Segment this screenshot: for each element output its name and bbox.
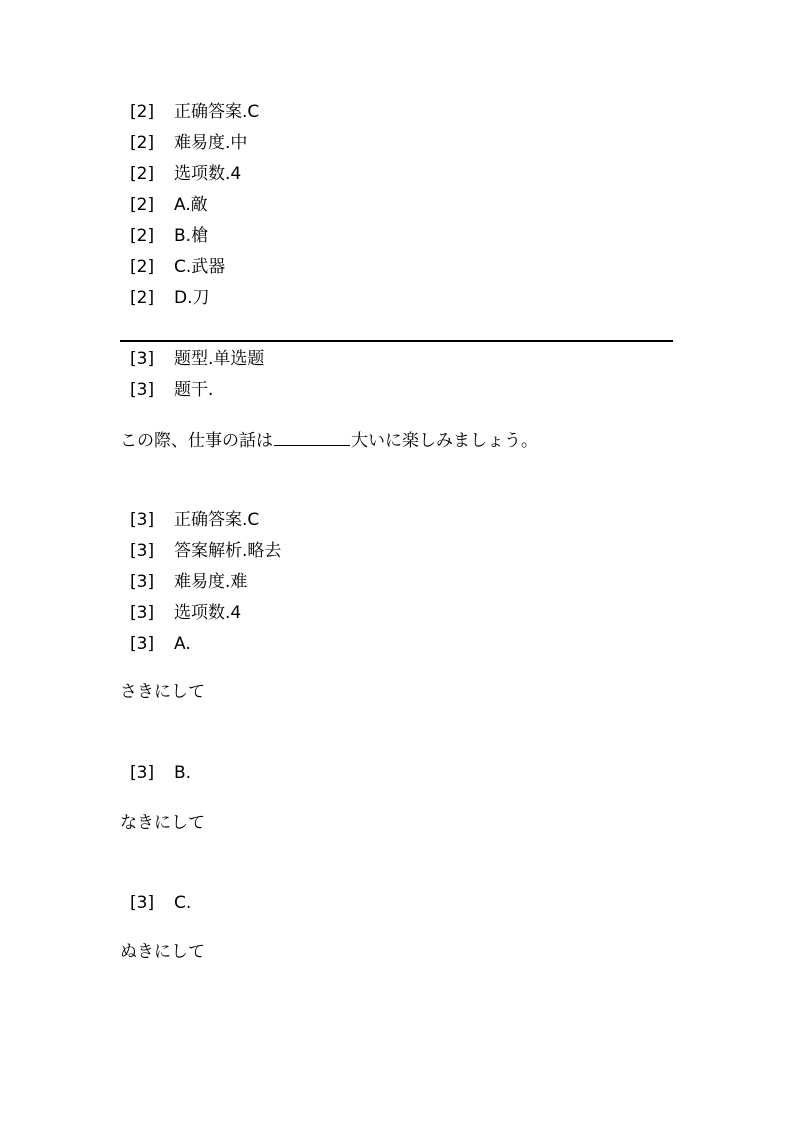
question-number: [3] — [130, 541, 155, 561]
question-number: [2] — [130, 257, 155, 277]
q2-difficulty-row — [130, 131, 247, 155]
q3-answer-row — [130, 508, 259, 532]
q3-stem-label-row — [130, 378, 213, 402]
option-count: 选项数.4 — [174, 603, 242, 623]
question-number: [2] — [130, 164, 155, 184]
question-number: [2] — [130, 133, 155, 153]
question-number: [3] — [130, 349, 155, 369]
correct-answer: 正确答案.C — [174, 102, 260, 122]
q2-option-count-row — [130, 162, 241, 186]
q3-option-a-row — [130, 632, 191, 656]
option-c-text: ぬきにして — [120, 942, 205, 962]
question-number: [3] — [130, 603, 155, 623]
q3-explanation-row — [130, 539, 281, 563]
question-number: [3] — [130, 510, 155, 530]
option-b-text: なきにして — [120, 813, 205, 833]
question-number: [2] — [130, 226, 155, 246]
correct-answer: 正确答案.C — [174, 510, 260, 530]
q2-option-d-row — [130, 286, 210, 310]
difficulty: 难易度.中 — [174, 133, 248, 153]
option-c-label: C. — [174, 893, 192, 913]
option-d: D.刀 — [174, 288, 210, 308]
question-number: [3] — [130, 763, 155, 783]
question-number: [3] — [130, 380, 155, 400]
question-number: [2] — [130, 195, 155, 215]
question-number: [3] — [130, 893, 155, 913]
question-number: [3] — [130, 634, 155, 654]
question-number: [2] — [130, 102, 155, 122]
question-number: [2] — [130, 288, 155, 308]
q2-option-c-row — [130, 255, 225, 279]
q3-option-c-row — [130, 891, 191, 915]
question-stem — [120, 428, 538, 452]
option-c: C.武器 — [174, 257, 226, 277]
option-b: B.槍 — [174, 226, 209, 246]
answer-blank — [274, 428, 350, 446]
q2-option-a-row — [130, 193, 208, 217]
option-a-label: A. — [174, 634, 191, 654]
option-a-text: さきにして — [120, 682, 205, 702]
option-count: 选项数.4 — [174, 164, 242, 184]
difficulty: 难易度.难 — [174, 572, 248, 592]
question-type: 题型.单选题 — [174, 349, 265, 369]
q3-difficulty-row — [130, 570, 247, 594]
answer-explanation: 答案解析.略去 — [174, 541, 282, 561]
option-b-label: B. — [174, 763, 192, 783]
option-a: A.敵 — [174, 195, 208, 215]
q3-option-b-row — [130, 761, 191, 785]
question-divider — [120, 340, 673, 342]
stem-text-after: 大いに楽しみましょう。 — [351, 431, 538, 451]
q2-option-b-row — [130, 224, 208, 248]
stem-label: 题干. — [174, 380, 214, 400]
q3-type-row — [130, 347, 264, 371]
q3-option-count-row — [130, 601, 241, 625]
question-number: [3] — [130, 572, 155, 592]
stem-text-before: この際、仕事の話は — [120, 431, 273, 451]
q2-answer-row — [130, 100, 259, 124]
